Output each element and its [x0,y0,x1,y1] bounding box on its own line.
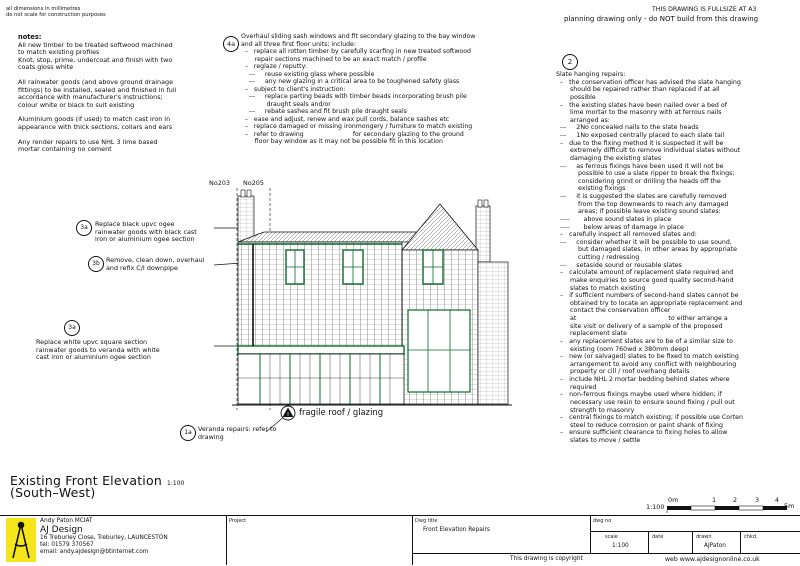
note-3a-top-text: Replace black upvc ogee rainwater goods with black cast iron or aluminium ogee section [95,220,197,244]
scale-tick-0: 0m [668,496,679,504]
note-1a-text: Veranda repairs: refer to drawing [198,425,277,441]
elevation-subtitle: (South–West) [10,485,96,500]
scale-tick-4: 4 [775,496,780,504]
tel: tel: 01579 370567 [40,542,94,548]
fullsize-note: THIS DRAWING IS FULLSIZE AT A3 [652,6,757,13]
notes-title: notes: [18,33,42,41]
drawn-value: AJPaton [704,543,726,549]
chimney-left [238,190,254,242]
email: email: andy.ajdesign@btinternet.com [40,549,149,555]
elevation-title: Existing Front Elevation [10,473,162,488]
planning-note: planning drawing only - do NOT build from this drawing [564,15,759,23]
notes-p4: Any render repairs to use NHL 3 lime based mortar containing no cement [18,137,158,154]
scale-tick-1: 1 [712,496,717,504]
svg-text:!: ! [286,413,290,418]
badge-2: 2 [562,54,578,70]
notes-p1: All new timber to be treated softwood machined to match existing profiles Knot, stop, prime, undercoat and finish with two coats gloss white [18,40,173,72]
scale-tick-5: 5m [784,502,795,510]
slate-hung-wall [238,242,402,346]
note-3a-bottom-text: Replace white upvc square section rainwater goods to veranda with white cast iron or aluminium ogee section [36,338,160,362]
website-link[interactable]: web www.ajdesignonline.co.uk [665,556,760,563]
label-no203: No203 [209,179,230,187]
badge-1a: 1a [180,425,196,441]
scale-bar-label: 1:100 [646,503,665,511]
gable-roof [402,204,478,250]
veranda [238,346,404,404]
address: 16 Treburley Close, Treburley, LAUNCESTON [40,535,168,541]
notes-p3: Aluminium goods (if used) to match cast iron in appearance with thick sections, collars and ears [18,115,173,131]
bay-window [408,310,470,392]
chkd-label: chkd. [744,534,758,540]
company: AJ Design [40,525,83,535]
note-4a-text: Overhaul sliding sash windows and fit secondary glazing to the bay window and all three first floor units; include: – replace all rotten timber by carefully scarfing in new treated softwood repair sections machined to be an exact match / profile – reglaze / reputty: –– reuse existing glass where possible –– any new glazing in a critical area to be toughened safety glass – subject to client's instruction: –– replace parting beads with timber beads incorporating brush pile draught seals and/or –– rebate sashes and fit brush pile draught seals – ease and adjust, renew and wax pull cords, balance sashes etc – replace damaged or missing ironmongery / furniture to match existing – refer to drawing for secondary glazing to the ground floor bay window as it may not be possible fit in this location [241,33,476,145]
badge-3b: 3b [88,256,104,272]
copyright: This drawing is copyright [510,556,583,562]
scale-tick-3: 3 [755,496,760,504]
drawn-label: drawn [696,534,712,540]
badge-3a-bottom: 3a [64,320,80,336]
elevation-scale: 1:100 [167,480,185,487]
scale-tick-2: 2 [733,496,738,504]
project-label: Project [229,518,247,524]
dims-note-1: all dimensions in millimetres [6,6,81,12]
note-3b-text: Remove, clean down, overhaul and refix C/I downpipe [106,256,205,272]
fragile-warning-icon [281,406,295,420]
notes-p2: All rainwater goods (and above ground drainage fittings) to be installed, sealed and finished in full accordance with manufacturer's instructions; colour white or black to suit existing [18,77,177,109]
scale-label: scale [605,534,618,540]
compass-logo [6,518,36,562]
dwg-no-label: dwg no [593,518,612,524]
dwg-title: Front Elevation Repairs [423,527,490,533]
fragile-label: fragile roof / glazing [299,407,384,417]
author: Andy Paton MCIAT [40,518,93,524]
badge-3a-top: 3a [76,220,92,236]
date-label: date [652,534,664,540]
main-roof [238,232,432,242]
stone-wall [478,262,508,404]
dwg-title-label: Dwg title [415,518,438,524]
scale-value: 1:100 [612,543,629,549]
note-2-text: Slate hanging repairs: – the conservation officer has advised the slate hanging should be repaired rather than replaced if at all possible – the existing slates have been nailed over a bed of lime mortar to the masonry with at ferrous nails arranged as: –– 2No concealed nails to the slate heads –– 1No exposed centrally placed to each slate tail – due to the fixing method it is suspected it will be extremely difficult to remove individual slates without damaging the existing slates –– as ferrous fixings have been used it will not be possible to use a slate ripper to break the fixings; considering grind or drilling the heads off the existing fixings –– it is suggested the slates are carefully removed from the top downwards to reach any damaged areas; if possible leave existing sound slates: ––– above sound slates in place ––– below areas of damage in place – carefully inspect all removed slates and: –– consider whether it will be possible to use sound, but damaged slates, in other areas by appropriate cutting / redressing –– setaside sound or reusable slates – calculate amount of replacement slate required and make enquiries to source good quality second-hand slates to match existing – if sufficient numbers of second-hand slates cannot be obtained try to locate an appropriate replacement and contact the conservation officer at to either arrange a site visit or delivery of a sample of the proposed replacement slate – any replacement slates are to be of a similar size to existing (nom 760wd x 380mm deep) – new (or salvaged) slates to be fixed to match existing arrangement to avoid any conflict with neighbouring property or cill / roof overhang details – include NHL 2 mortar bedding behind slates where required – non-ferrous fixings maybe used where hidden; if necessary use resin to ensure sound fixing / pull out strength to masonry – central fixings to match existing; if possible use Corten steel to reduce corrosion or paint shank of fixing – ensure sufficient clearance to fixing holes to allow slates to move / settle [556,71,744,444]
dims-note-2: do not scale for construction purposes [6,12,106,18]
label-no205: No205 [243,179,264,187]
badge-4a: 4a [223,36,239,52]
